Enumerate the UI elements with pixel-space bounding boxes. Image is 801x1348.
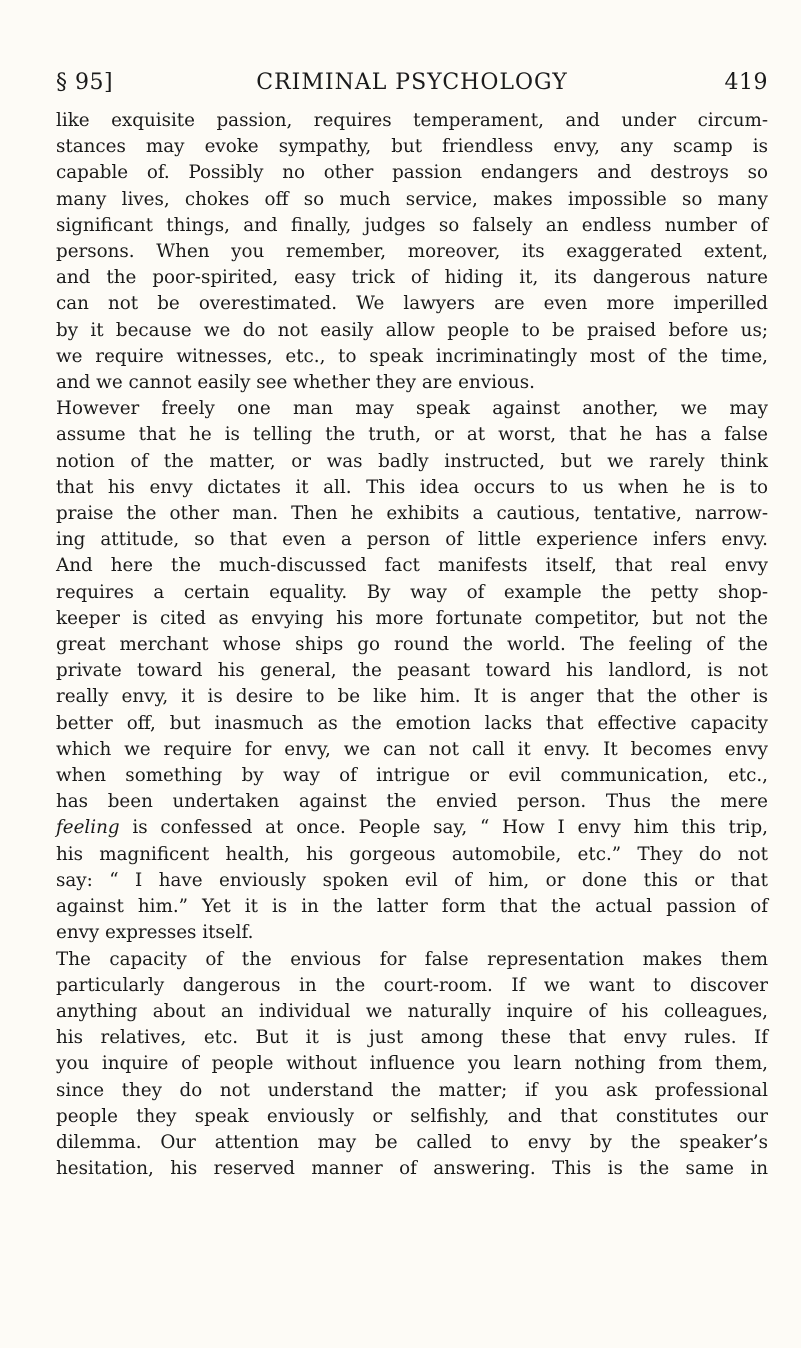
text-line: really envy, it is desire to be like him. It is anger that the other is: [56, 686, 768, 708]
text-line: stances may evoke sympathy, but friendless envy, any scamp is: [56, 136, 768, 158]
text-line: private toward his general, the peasant toward his landlord, is not: [56, 660, 768, 682]
text-line: can not be overestimated. We lawyers are even more imperilled: [56, 293, 768, 315]
text-line: great merchant whose ships go round the world. The feeling of the: [56, 634, 768, 656]
text-line: and the poor-spirited, easy trick of hiding it, its dangerous nature: [56, 267, 768, 289]
paragraph-2: [56, 396, 768, 946]
text-line: anything about an individual we naturally inquire of his colleagues,: [56, 1000, 768, 1022]
text-line: [56, 815, 768, 841]
text-line: say: “ I have enviously spoken evil of him, or done this or that: [56, 869, 768, 891]
text-line: hesitation, his reserved manner of answering. This is the same in: [56, 1158, 768, 1180]
text-line: we require witnesses, etc., to speak incriminatingly most of the time,: [56, 345, 768, 367]
text-line: you inquire of people without influence you learn nothing from them,: [56, 1053, 768, 1075]
text-fragment: is confessed at once. People say, “ How I envy him this trip,: [119, 817, 768, 839]
text-line: many lives, chokes off so much service, makes impossible so many: [56, 188, 768, 210]
text-line: significant things, and finally, judges so falsely an endless number of: [56, 214, 768, 236]
body-text: [56, 108, 768, 1182]
text-line: and we cannot easily see whether they are envious.: [56, 372, 535, 394]
text-line: And here the much-discussed fact manifests itself, that real envy: [56, 555, 768, 577]
text-line: people they speak enviously or selfishly, and that constitutes our: [56, 1105, 768, 1127]
paragraph-3: [56, 947, 768, 1183]
text-line: like exquisite passion, requires temperament, and under circum-: [56, 110, 768, 131]
text-line: which we require for envy, we can not call it envy. It becomes envy: [56, 738, 768, 760]
text-line: notion of the matter, or was badly instructed, but we rarely think: [56, 450, 768, 472]
text-line: requires a certain equality. By way of example the petty shop-: [56, 581, 768, 603]
text-line: envy expresses itself.: [56, 922, 254, 944]
page: [56, 66, 768, 1182]
text-line: his relatives, etc. But it is just among these that envy rules. If: [56, 1027, 768, 1049]
text-line: assume that he is telling the truth, or at worst, that he has a false: [56, 424, 768, 446]
running-head: [56, 66, 768, 100]
text-line: against him.” Yet it is in the latter form that the actual passion of: [56, 896, 768, 918]
text-line: persons. When you remember, moreover, its exaggerated extent,: [56, 241, 768, 263]
text-line: praise the other man. Then he exhibits a cautious, tentative, narrow-: [56, 503, 768, 525]
text-line: However freely one man may speak against another, we may: [56, 398, 768, 420]
section-number: § 95]: [56, 70, 114, 95]
text-line: keeper is cited as envying his more fortunate competitor, but not the: [56, 607, 768, 629]
text-line: when something by way of intrigue or evil communication, etc.,: [56, 765, 768, 787]
text-line: particularly dangerous in the court-room. If we want to discover: [56, 974, 768, 996]
text-line: since they do not understand the matter; if you ask professional: [56, 1079, 768, 1101]
text-line: by it because we do not easily allow people to be praised before us;: [56, 319, 768, 341]
italic-word: feeling: [56, 817, 120, 839]
text-line: ing attitude, so that even a person of little experience infers envy.: [56, 529, 768, 551]
text-line: has been undertaken against the envied person. Thus the mere: [56, 791, 768, 813]
paragraph-1: [56, 108, 768, 396]
text-line: his magnificent health, his gorgeous automobile, etc.” They do not: [56, 843, 768, 865]
running-title: CRIMINAL PSYCHOLOGY: [256, 70, 568, 95]
page-number: 419: [724, 70, 768, 95]
text-line: The capacity of the envious for false representation makes them: [56, 948, 768, 970]
text-line: that his envy dictates it all. This idea occurs to us when he is to: [56, 476, 768, 498]
text-line: capable of. Possibly no other passion endangers and destroys so: [56, 162, 768, 184]
text-line: dilemma. Our attention may be called to envy by the speaker’s: [56, 1131, 768, 1153]
text-line: better off, but inasmuch as the emotion lacks that effective capacity: [56, 712, 768, 734]
